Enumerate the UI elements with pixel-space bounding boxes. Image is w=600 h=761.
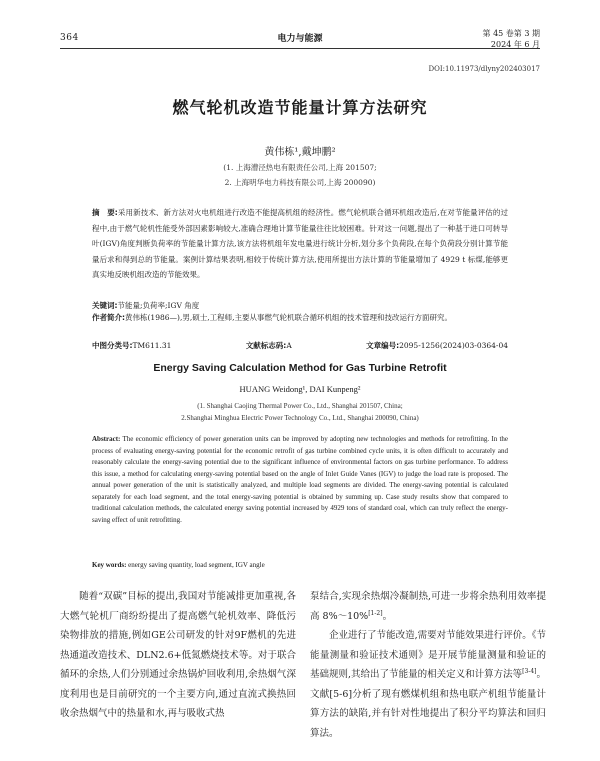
keywords-cn-text: 节能量;负荷率;IGV 角度 [117, 301, 200, 310]
abstract-en-label: Abstract: [92, 435, 121, 443]
issue-date: 2024 年 6 月 [490, 40, 540, 49]
page-number: 364 [60, 33, 79, 43]
clc-label: 中图分类号: [92, 341, 133, 350]
article-value: 2095-1256(2024)03-0364-04 [399, 341, 508, 350]
issue-info [483, 28, 540, 50]
author-bio [92, 311, 508, 339]
clc-value: TM611.31 [132, 341, 172, 350]
keywords-en-text: energy saving quantity, load segment, IGV angle [128, 561, 265, 569]
body-column-right: 泵结合,实现余热烟冷凝制热,可进一步将余热利用效率提高 8%～10%[1-2]。 企业进行了节能改造,需要对节能效果进行评价。《节能量测量和验证技术通则》是开展节能量测量和验证的基础规则,其给出了节能量的相关定义和计算方法等[3-4]。文献[5-6]分析了现有燃煤机组和热电联产机组节能量计算方法的缺陷,并有针对性地提出了积分平均算法和回归算法。 [310, 591, 546, 739]
doc-value: A [286, 341, 292, 350]
abstract-chinese [92, 205, 508, 297]
citation-1-2: [1-2] [368, 609, 383, 617]
doi: DOI:10.11973/dlyny202403017 [428, 65, 540, 73]
body-col2-part-a: 泵结合,实现余热烟冷凝制热,可进一步将余热利用效率提高 8%～10% [310, 591, 546, 622]
author-bio-text: 黄伟栋(1986—),男,硕士,工程师,主要从事燃气轮机联合循环机组的技术管理和技改运行方面研究。 [125, 313, 452, 322]
authors-english: HUANG Weidong¹, DAI Kunpeng² [239, 384, 361, 394]
affiliation-cn-2: 2. 上海明华电力科技有限公司,上海 200090) [224, 178, 376, 187]
body-col1-text: 随着“双碳”目标的提出,我国对节能减排更加重视,各大燃气轮机厂商纷纷提出了提高燃气轮机效率、降低污染物排放的措施,例如GE公司研发的针对9F燃机的先进热通道改造技术、DLN2.6+低氮燃烧技术等。对于联合循环的余热,人们分别通过余热锅炉回收利用,余热烟气深度利用也是目前研究的一个主要方向,通过直流式换热回收余热烟气中的热量和水,再与吸收式热 [60, 591, 296, 719]
body-column-left [60, 587, 296, 745]
keywords-cn-label: 关键词: [92, 301, 118, 310]
abstract-cn-text: 采用新技术、新方法对火电机组进行改造不能提高机组的经济性。燃气轮机联合循环机组改造后,在对节能量评估的过程中,由于燃气轮机性能受外部因素影响较大,准确合理地计算节能量往往比较困难。针对这一问题,提出了一种基于进口可转导叶(IGV)角度判断负荷率的节能量计算方法,该方法将机组年发电量进行统计分析,划分多个负荷段,在每个负荷段分别计算节能量后求和得到总的节能量。案例计算结果表明,相较于传统计算方法,使用所提出方法计算的节能量增加了 4929 t 标煤,能够更真实地反映机组改造的节能效果。 [92, 208, 508, 279]
abstract-en-text: The economic efficiency of power generation units can be improved by adopting new technologies and methods for retrofitting. In the process of evaluating energy-saving potential for the economic retrofit of gas turbine combined cycle units, it is often difficult to accurately and reasonably calculate the energy-saving potential due to the significant influence of environmental factors on gas turbine performance. To address this issue, a method for calculating energy-saving potential based on the angle of Inlet Guide Vanes (IGV) to judge the load rate is proposed. The annual power generation of the unit is statistically analyzed, and multiple load segments are divided. The energy-saving potential is calculated separately for each load segment, and the total energy-saving potential is obtained by summing up. Case study results show that compared to traditional calculation methods, the calculated energy saving potential increased by 4929 tons of standard coal, which can truly reflect the energy-saving effect of unit retrofitting. [92, 435, 508, 524]
affiliation-en-1: (1. Shanghai Caojing Thermal Power Co., Ltd., Shanghai 201507, China; [197, 402, 403, 410]
body-col2-part-c: 。文献[5-6]分析了现有燃煤机组和热电联产机组节能量计算方法的缺陷,并有针对性地提出了积分平均算法和回归算法。 [310, 669, 546, 739]
article-label: 文章编号: [366, 341, 400, 350]
keywords-en-label: Key words: [92, 561, 127, 569]
citation-3-4: [3-4] [522, 667, 537, 675]
title-chinese: 燃气轮机改造节能量计算方法研究 [172, 98, 428, 117]
abstract-cn-label: 摘 要: [92, 208, 118, 217]
article-number [366, 340, 508, 351]
body-col2-part-b: 企业进行了节能改造,需要对节能效果进行评价。《节能量测量和验证技术通则》是开展节能量测量和验证的基础规则,其给出了节能量的相关定义和计算方法等 [310, 630, 546, 680]
authors-chinese: 黄伟栋¹,戴坤鹏² [264, 147, 336, 158]
keywords-english [92, 561, 508, 569]
doc-label: 文献标志码: [245, 341, 287, 350]
volume: 第 45 卷第 3 期 [482, 29, 540, 38]
title-english: Energy Saving Calculation Method for Gas Turbine Retrofit [153, 362, 447, 374]
header-rule [60, 48, 540, 49]
abstract-english [92, 434, 508, 560]
affiliation-cn-1: (1. 上海漕泾热电有限责任公司,上海 201507; [223, 163, 377, 172]
author-bio-label: 作者简介: [92, 313, 125, 322]
classification-line [92, 340, 508, 351]
doc-code [246, 340, 292, 351]
affiliation-en-2: 2.Shanghai Minghua Electric Power Technology Co., Ltd., Shanghai 200090, China) [181, 414, 419, 422]
journal-name: 电力与能源 [277, 34, 323, 44]
clc-code [92, 340, 171, 351]
